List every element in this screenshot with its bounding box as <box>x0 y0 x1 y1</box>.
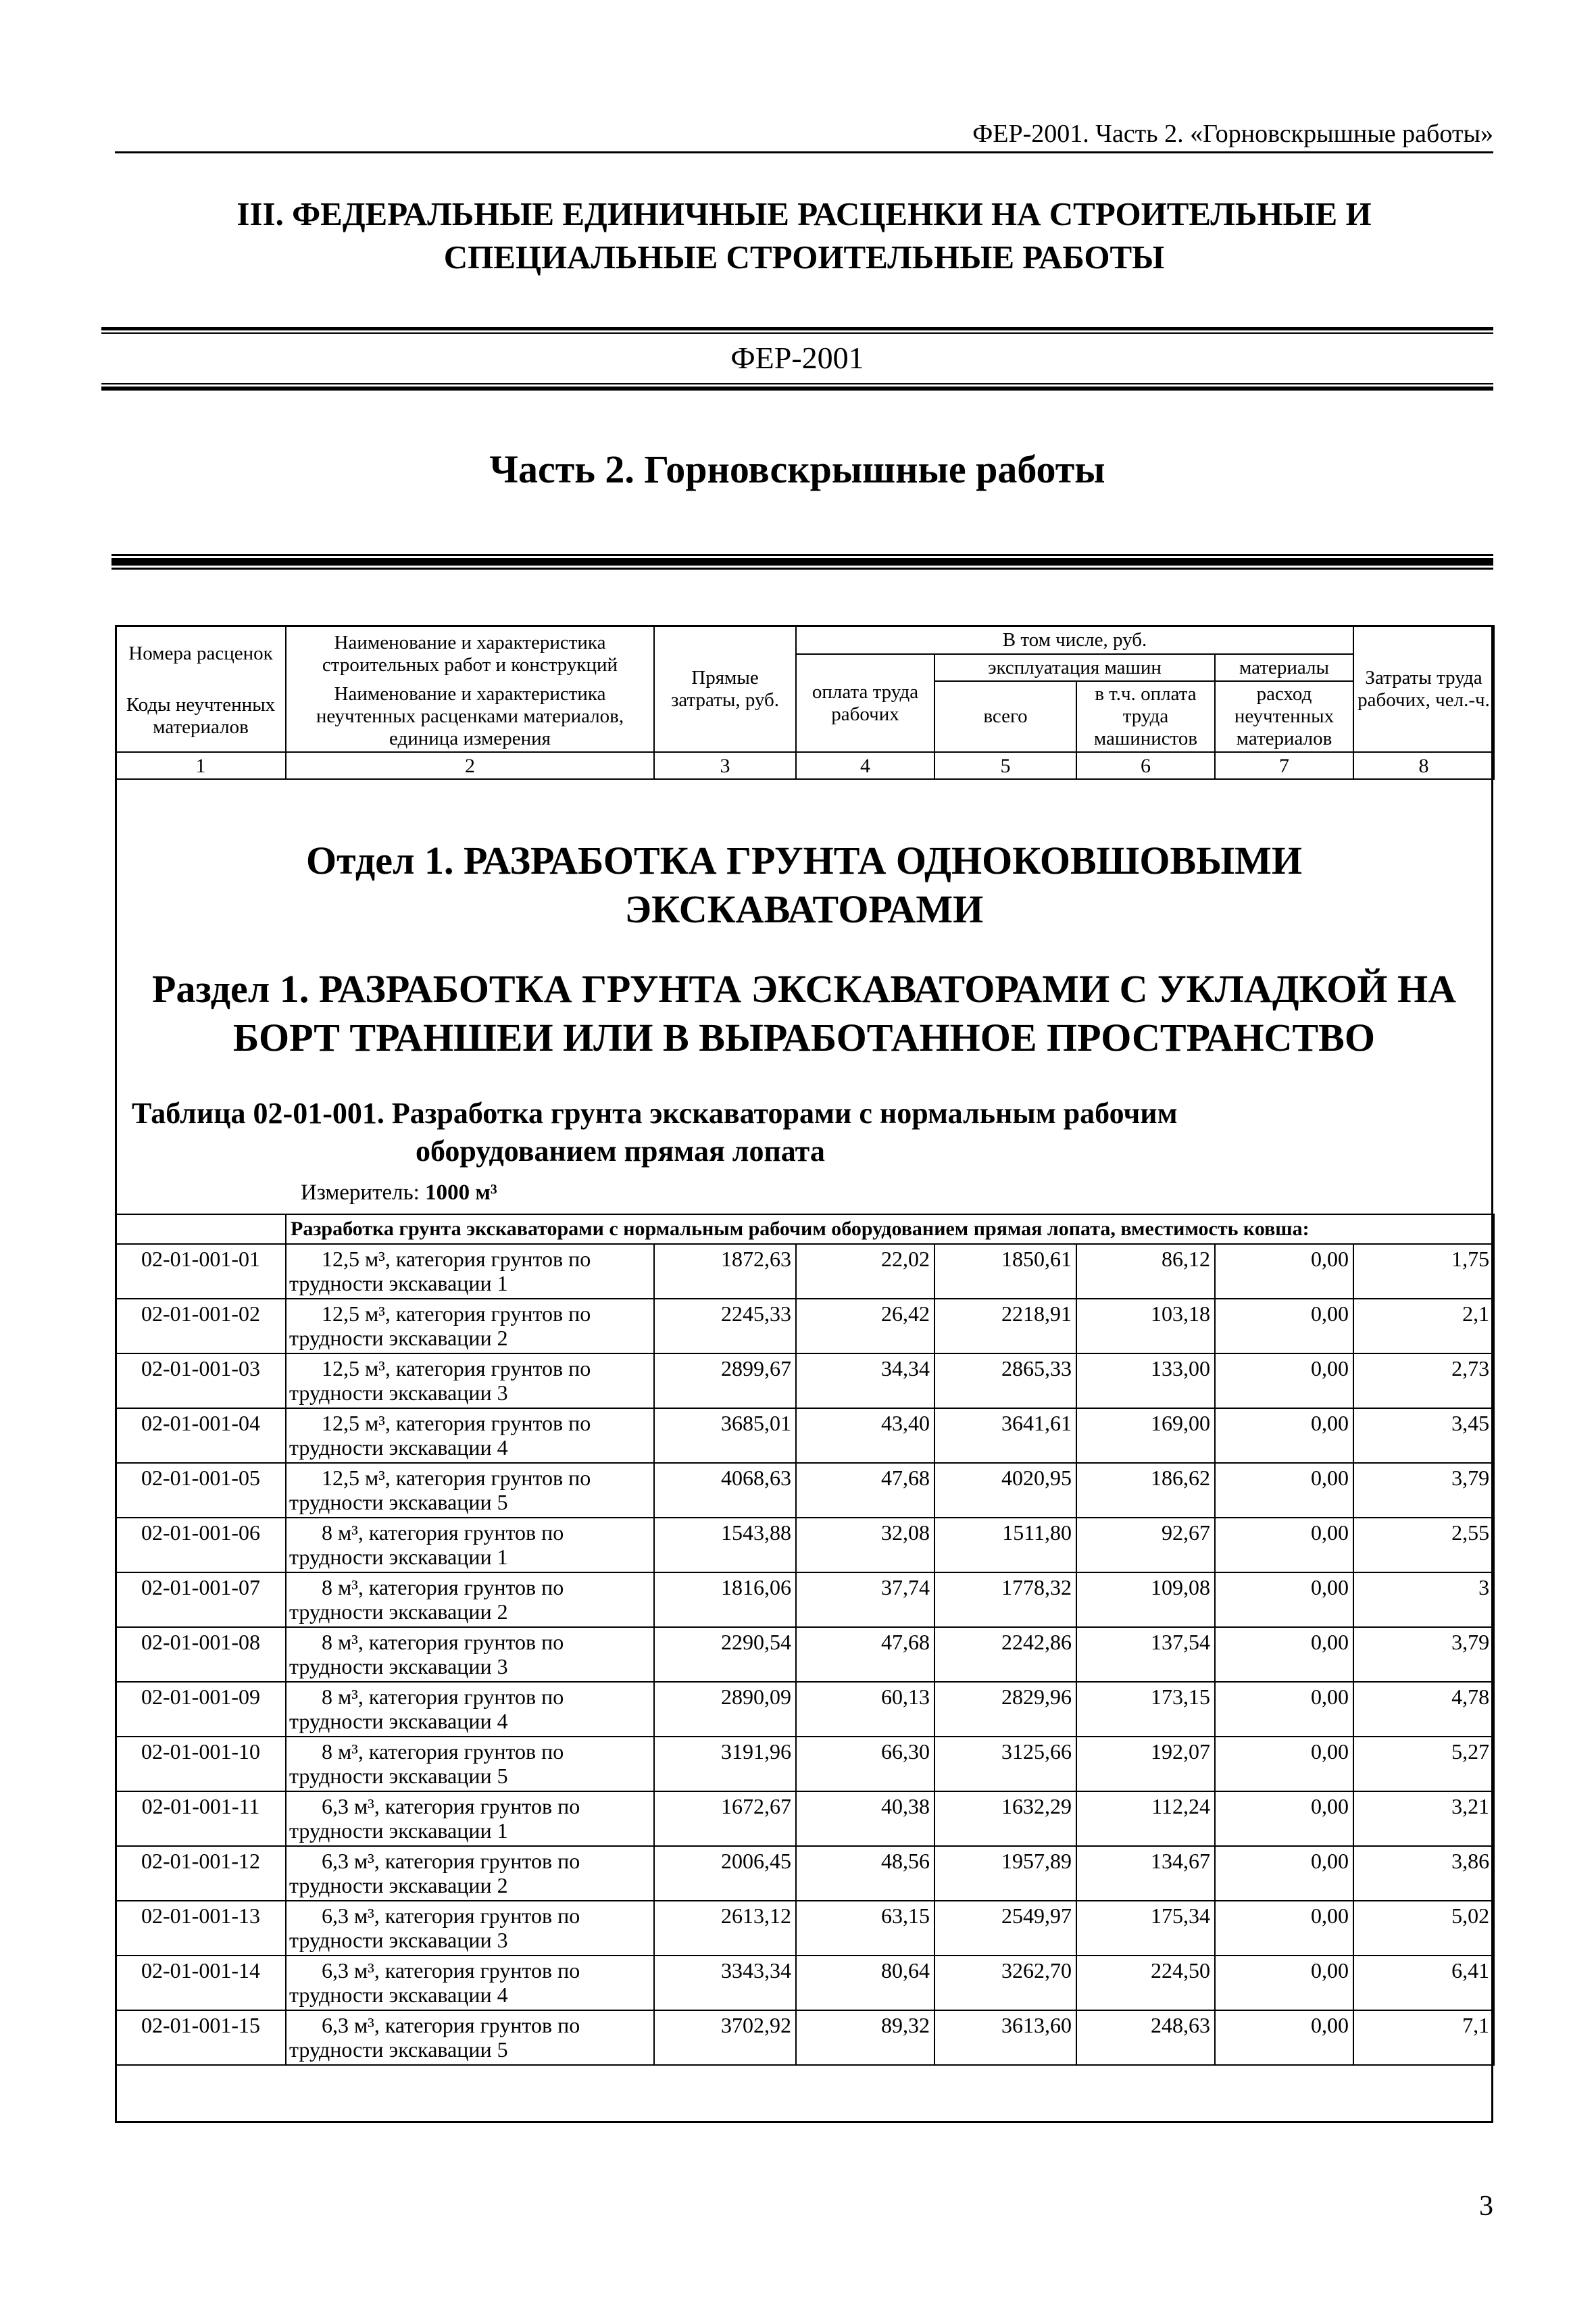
header-col3: Прямые затраты, руб. <box>654 626 796 752</box>
rate-description-line-2: трудности экскавации 1 <box>289 1271 508 1295</box>
group-heading: Разработка грунта экскаваторами с нормальным рабочим оборудованием прямая лопата, вместимость ковша: <box>286 1214 1494 1244</box>
header-col7: расход неучтенных материалов <box>1215 681 1353 752</box>
machine-operation-total: 2865,33 <box>934 1353 1076 1408</box>
column-number: 5 <box>934 752 1076 779</box>
rate-description <box>286 1572 654 1627</box>
measurement-unit-value: 1000 м³ <box>425 1180 497 1205</box>
rate-description-line-1: 12,5 м³, категория грунтов по <box>322 1356 591 1380</box>
column-number: 3 <box>654 752 796 779</box>
materials-cost: 0,00 <box>1215 1737 1353 1791</box>
department-title <box>115 837 1493 934</box>
machinist-wages: 186,62 <box>1076 1463 1215 1518</box>
labor-hours: 3,79 <box>1353 1627 1494 1682</box>
materials-cost: 0,00 <box>1215 1518 1353 1572</box>
machinist-wages: 224,50 <box>1076 1956 1215 2010</box>
table-caption <box>132 1095 1416 1170</box>
running-head: ФЕР-2001. Часть 2. «Горновскрышные работы» <box>115 116 1493 153</box>
direct-costs: 2613,12 <box>654 1901 796 1956</box>
labor-hours: 3 <box>1353 1572 1494 1627</box>
rate-code: 02-01-001-11 <box>116 1791 286 1846</box>
rate-description <box>286 1956 654 2010</box>
machinist-wages: 103,18 <box>1076 1299 1215 1353</box>
machine-operation-total: 3262,70 <box>934 1956 1076 2010</box>
rate-description <box>286 1682 654 1737</box>
header-col5: всего <box>934 681 1076 752</box>
header-col1-top: Номера расценок <box>116 626 286 681</box>
materials-cost: 0,00 <box>1215 1627 1353 1682</box>
rule-bottom-thick <box>101 387 1493 391</box>
rule-top-thick <box>101 327 1493 330</box>
materials-cost: 0,00 <box>1215 2010 1353 2065</box>
rate-description-line-1: 8 м³, категория грунтов по <box>322 1575 564 1599</box>
worker-wages: 60,13 <box>796 1682 934 1737</box>
rate-description-line-1: 6,3 м³, категория грунтов по <box>322 1903 580 1928</box>
rate-description-line-2: трудности экскавации 5 <box>289 1490 508 1514</box>
rate-description <box>286 1353 654 1408</box>
rate-code: 02-01-001-08 <box>116 1627 286 1682</box>
labor-hours: 2,55 <box>1353 1518 1494 1572</box>
labor-hours: 6,41 <box>1353 1956 1494 2010</box>
machine-operation-total: 1778,32 <box>934 1572 1076 1627</box>
rate-code: 02-01-001-04 <box>116 1408 286 1463</box>
direct-costs: 1816,06 <box>654 1572 796 1627</box>
header-in-total: В том числе, руб. <box>796 626 1353 654</box>
worker-wages: 26,42 <box>796 1299 934 1353</box>
rate-description-line-2: трудности экскавации 5 <box>289 1764 508 1788</box>
column-number: 8 <box>1353 752 1494 779</box>
worker-wages: 37,74 <box>796 1572 934 1627</box>
rate-description-line-2: трудности экскавации 2 <box>289 1873 508 1897</box>
column-number: 7 <box>1215 752 1353 779</box>
rate-code: 02-01-001-03 <box>116 1353 286 1408</box>
labor-hours: 5,02 <box>1353 1901 1494 1956</box>
materials-cost: 0,00 <box>1215 1353 1353 1408</box>
labor-hours: 3,21 <box>1353 1791 1494 1846</box>
worker-wages: 80,64 <box>796 1956 934 2010</box>
machine-operation-total: 1632,29 <box>934 1791 1076 1846</box>
column-number: 2 <box>286 752 654 779</box>
materials-cost: 0,00 <box>1215 1408 1353 1463</box>
rate-description-line-1: 8 м³, категория грунтов по <box>322 1685 564 1709</box>
machine-operation-total: 2242,86 <box>934 1627 1076 1682</box>
machinist-wages: 133,00 <box>1076 1353 1215 1408</box>
machine-operation-total: 2218,91 <box>934 1299 1076 1353</box>
table-row <box>116 1353 1494 1408</box>
rate-code: 02-01-001-12 <box>116 1846 286 1901</box>
header-col1-bottom: Коды неучтенных материалов <box>116 681 286 752</box>
header-machines: эксплуатация машин <box>934 654 1215 681</box>
rate-description-line-2: трудности экскавации 1 <box>289 1545 508 1569</box>
machine-operation-total: 3613,60 <box>934 2010 1076 2065</box>
direct-costs: 3685,01 <box>654 1408 796 1463</box>
rate-code: 02-01-001-05 <box>116 1463 286 1518</box>
header-col4: оплата труда рабочих <box>796 654 934 752</box>
machinist-wages: 173,15 <box>1076 1682 1215 1737</box>
machine-operation-total: 3125,66 <box>934 1737 1076 1791</box>
rate-description-line-1: 12,5 м³, категория грунтов по <box>322 1466 591 1490</box>
labor-hours: 5,27 <box>1353 1737 1494 1791</box>
rate-description-line-2: трудности экскавации 4 <box>289 1435 508 1460</box>
measurement-unit-label: Измеритель: <box>301 1180 420 1205</box>
materials-cost: 0,00 <box>1215 1299 1353 1353</box>
rate-code: 02-01-001-14 <box>116 1956 286 2010</box>
rate-code: 02-01-001-01 <box>116 1244 286 1299</box>
machinist-wages: 134,67 <box>1076 1846 1215 1901</box>
column-header-table <box>115 625 1495 780</box>
rate-description-line-2: трудности экскавации 1 <box>289 1818 508 1843</box>
table-row <box>116 1627 1494 1682</box>
rule-bottom-thin <box>101 383 1493 384</box>
labor-hours: 3,79 <box>1353 1463 1494 1518</box>
worker-wages: 40,38 <box>796 1791 934 1846</box>
section-title-line-2: СПЕЦИАЛЬНЫЕ СТРОИТЕЛЬНЫЕ РАБОТЫ <box>443 239 1165 276</box>
rate-description-line-1: 12,5 м³, категория грунтов по <box>322 1247 591 1271</box>
direct-costs: 3702,92 <box>654 2010 796 2065</box>
machine-operation-total: 1850,61 <box>934 1244 1076 1299</box>
rate-code: 02-01-001-13 <box>116 1901 286 1956</box>
direct-costs: 1543,88 <box>654 1518 796 1572</box>
machine-operation-total: 3641,61 <box>934 1408 1076 1463</box>
section-title <box>115 193 1493 279</box>
machinist-wages: 169,00 <box>1076 1408 1215 1463</box>
column-number: 4 <box>796 752 934 779</box>
rate-description-line-2: трудности экскавации 4 <box>289 1983 508 2007</box>
table-caption-line-2: оборудованием прямая лопата <box>416 1135 825 1168</box>
machinist-wages: 175,34 <box>1076 1901 1215 1956</box>
labor-hours: 4,78 <box>1353 1682 1494 1737</box>
materials-cost: 0,00 <box>1215 1901 1353 1956</box>
materials-cost: 0,00 <box>1215 1244 1353 1299</box>
worker-wages: 47,68 <box>796 1627 934 1682</box>
code-title: ФЕР-2001 <box>730 341 864 375</box>
materials-cost: 0,00 <box>1215 1956 1353 2010</box>
direct-costs: 2890,09 <box>654 1682 796 1737</box>
table-row <box>116 1408 1494 1463</box>
materials-cost: 0,00 <box>1215 1846 1353 1901</box>
labor-hours: 3,86 <box>1353 1846 1494 1901</box>
rate-description-line-1: 6,3 м³, категория грунтов по <box>322 1849 580 1873</box>
labor-hours: 3,45 <box>1353 1408 1494 1463</box>
machine-operation-total: 2549,97 <box>934 1901 1076 1956</box>
rate-description <box>286 1791 654 1846</box>
rate-description-line-2: трудности экскавации 3 <box>289 1380 508 1405</box>
worker-wages: 22,02 <box>796 1244 934 1299</box>
worker-wages: 34,34 <box>796 1353 934 1408</box>
machine-operation-total: 2829,96 <box>934 1682 1076 1737</box>
rate-code: 02-01-001-02 <box>116 1299 286 1353</box>
rate-description-line-1: 12,5 м³, категория грунтов по <box>322 1411 591 1435</box>
table-row <box>116 1244 1494 1299</box>
machine-operation-total: 1957,89 <box>934 1846 1076 1901</box>
labor-hours: 1,75 <box>1353 1244 1494 1299</box>
rate-description <box>286 1463 654 1518</box>
header-col8: Затраты труда рабочих, чел.-ч. <box>1353 626 1494 752</box>
materials-cost: 0,00 <box>1215 1572 1353 1627</box>
column-number-row <box>116 752 1494 779</box>
header-col6: в т.ч. оплата труда машинистов <box>1076 681 1215 752</box>
rate-code: 02-01-001-06 <box>116 1518 286 1572</box>
header-col2-bottom: Наименование и характеристика неучтенных расценками материалов, единица измерения <box>286 681 654 752</box>
razdel-title-line-1: Раздел 1. РАЗРАБОТКА ГРУНТА ЭКСКАВАТОРАМИ С УКЛАДКОЙ НА <box>152 967 1456 1011</box>
labor-hours: 2,73 <box>1353 1353 1494 1408</box>
table-caption-line-1: Таблица 02-01-001. Разработка грунта экскаваторами с нормальным рабочим <box>132 1097 1178 1130</box>
rates-table <box>115 1214 1495 2066</box>
department-title-line-2: ЭКСКАВАТОРАМИ <box>624 887 984 931</box>
rate-description <box>286 1901 654 1956</box>
group-heading-row <box>116 1214 1494 1244</box>
labor-hours: 2,1 <box>1353 1299 1494 1353</box>
direct-costs: 2006,45 <box>654 1846 796 1901</box>
table-row <box>116 1956 1494 2010</box>
rate-description-line-2: трудности экскавации 2 <box>289 1599 508 1624</box>
measurement-unit <box>301 1179 497 1206</box>
direct-costs: 4068,63 <box>654 1463 796 1518</box>
section-title-line-1: III. ФЕДЕРАЛЬНЫЕ ЕДИНИЧНЫЕ РАСЦЕНКИ НА СТРОИТЕЛЬНЫЕ И <box>236 195 1372 232</box>
rate-description-line-2: трудности экскавации 2 <box>289 1326 508 1350</box>
table-row <box>116 1846 1494 1901</box>
razdel-title-line-2: БОРТ ТРАНШЕИ ИЛИ В ВЫРАБОТАННОЕ ПРОСТРАНСТВО <box>233 1016 1375 1060</box>
razdel-title <box>115 965 1493 1062</box>
table-row <box>116 1682 1494 1737</box>
header-materials: материалы <box>1215 654 1353 681</box>
worker-wages: 47,68 <box>796 1463 934 1518</box>
rate-description-line-1: 6,3 м³, категория грунтов по <box>322 2013 580 2037</box>
direct-costs: 2245,33 <box>654 1299 796 1353</box>
worker-wages: 89,32 <box>796 2010 934 2065</box>
table-row <box>116 1463 1494 1518</box>
direct-costs: 1872,63 <box>654 1244 796 1299</box>
rate-description-line-1: 12,5 м³, категория грунтов по <box>322 1301 591 1326</box>
worker-wages: 63,15 <box>796 1901 934 1956</box>
table-row <box>116 1299 1494 1353</box>
rate-description <box>286 1299 654 1353</box>
machine-operation-total: 4020,95 <box>934 1463 1076 1518</box>
rate-code: 02-01-001-07 <box>116 1572 286 1627</box>
rate-description <box>286 1737 654 1791</box>
rate-description-line-1: 8 м³, категория грунтов по <box>322 1630 564 1654</box>
rates-table-body <box>116 1244 1494 2065</box>
table-row <box>116 1572 1494 1627</box>
direct-costs: 3343,34 <box>654 1956 796 2010</box>
rate-description-line-1: 6,3 м³, категория грунтов по <box>322 1958 580 1983</box>
rate-description-line-2: трудности экскавации 5 <box>289 2037 508 2062</box>
band-rule-1 <box>111 554 1493 556</box>
rate-description-line-1: 8 м³, категория грунтов по <box>322 1739 564 1764</box>
page-number: 3 <box>1479 2191 1493 2222</box>
machinist-wages: 92,67 <box>1076 1518 1215 1572</box>
machinist-wages: 192,07 <box>1076 1737 1215 1791</box>
machinist-wages: 112,24 <box>1076 1791 1215 1846</box>
table-row <box>116 2010 1494 2065</box>
rate-description-line-2: трудности экскавации 4 <box>289 1709 508 1733</box>
group-heading-code-cell <box>116 1214 286 1244</box>
rate-description-line-1: 6,3 м³, категория грунтов по <box>322 1794 580 1818</box>
department-title-line-1: Отдел 1. РАЗРАБОТКА ГРУНТА ОДНОКОВШОВЫМИ <box>306 839 1302 882</box>
labor-hours: 7,1 <box>1353 2010 1494 2065</box>
rule-top-thin <box>101 332 1493 334</box>
rate-code: 02-01-001-15 <box>116 2010 286 2065</box>
machinist-wages: 248,63 <box>1076 2010 1215 2065</box>
rate-description <box>286 1244 654 1299</box>
rate-description-line-2: трудности экскавации 3 <box>289 1654 508 1678</box>
header-col2-top: Наименование и характеристика строительных работ и конструкций <box>286 626 654 681</box>
rate-description <box>286 1846 654 1901</box>
materials-cost: 0,00 <box>1215 1791 1353 1846</box>
table-row <box>116 1901 1494 1956</box>
column-number: 6 <box>1076 752 1215 779</box>
table-row <box>116 1518 1494 1572</box>
rate-code: 02-01-001-09 <box>116 1682 286 1737</box>
rate-description <box>286 1627 654 1682</box>
rate-description-line-1: 8 м³, категория грунтов по <box>322 1520 564 1545</box>
worker-wages: 66,30 <box>796 1737 934 1791</box>
machinist-wages: 137,54 <box>1076 1627 1215 1682</box>
worker-wages: 43,40 <box>796 1408 934 1463</box>
table-row <box>116 1737 1494 1791</box>
direct-costs: 1672,67 <box>654 1791 796 1846</box>
rate-description <box>286 2010 654 2065</box>
band-rule-2 <box>111 558 1493 566</box>
materials-cost: 0,00 <box>1215 1463 1353 1518</box>
machinist-wages: 86,12 <box>1076 1244 1215 1299</box>
worker-wages: 32,08 <box>796 1518 934 1572</box>
direct-costs: 3191,96 <box>654 1737 796 1791</box>
worker-wages: 48,56 <box>796 1846 934 1901</box>
machinist-wages: 109,08 <box>1076 1572 1215 1627</box>
materials-cost: 0,00 <box>1215 1682 1353 1737</box>
rate-description-line-2: трудности экскавации 3 <box>289 1928 508 1952</box>
rate-description <box>286 1518 654 1572</box>
machine-operation-total: 1511,80 <box>934 1518 1076 1572</box>
direct-costs: 2290,54 <box>654 1627 796 1682</box>
band-rule-3 <box>111 568 1493 570</box>
part-title: Часть 2. Горновскрышные работы <box>489 447 1105 491</box>
rate-code: 02-01-001-10 <box>116 1737 286 1791</box>
column-number: 1 <box>116 752 286 779</box>
rate-description <box>286 1408 654 1463</box>
table-row <box>116 1791 1494 1846</box>
direct-costs: 2899,67 <box>654 1353 796 1408</box>
